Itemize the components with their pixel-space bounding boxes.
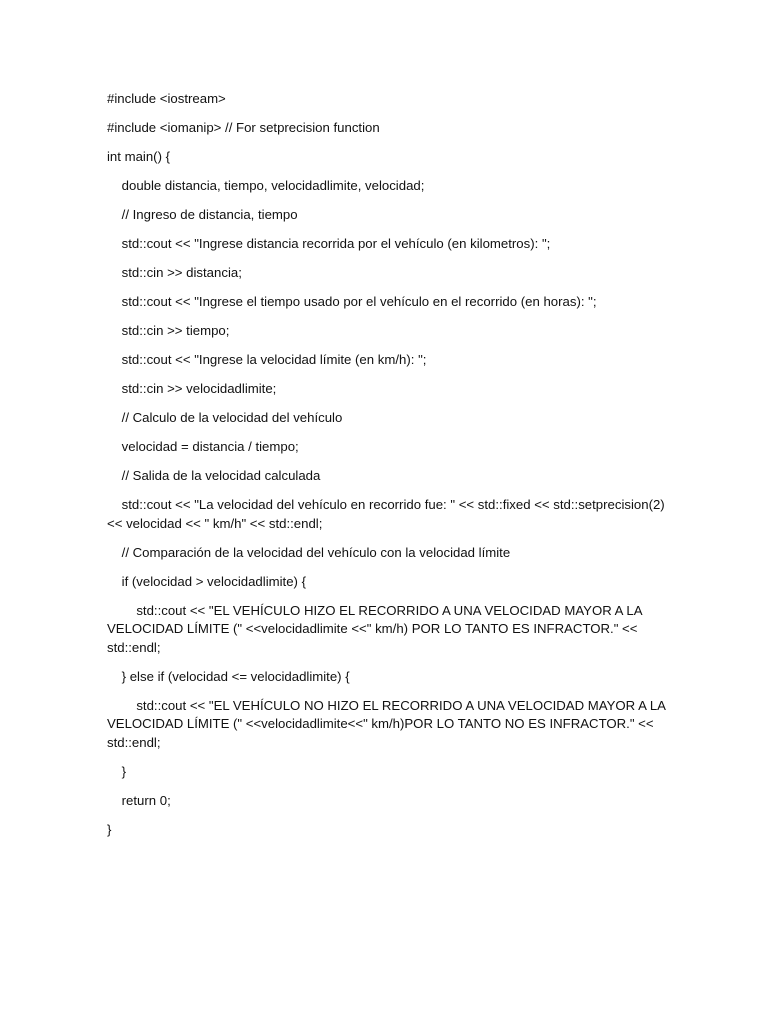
code-line-output-infractor: std::cout << "EL VEHÍCULO HIZO EL RECORRIDO A UNA VELOCIDAD MAYOR A LA VELOCIDAD LÍMITE (" <<velocidadlimite <<" km/h) POR LO TANTO ES INFRACTOR." << std::endl;	[107, 602, 646, 655]
code-line-close-if: }	[107, 763, 127, 779]
code-line-comment-calculo: // Calculo de la velocidad del vehículo	[107, 410, 343, 425]
code-line-output-velocidad: std::cout << "La velocidad del vehículo en recorrido fue: " << std::fixed << std::setprecision(2) << velocidad << " km/h" << std::endl;	[107, 497, 669, 531]
code-line-comment-ingreso: // Ingreso de distancia, tiempo	[107, 207, 298, 222]
code-line-read-limite: std::cin >> velocidadlimite;	[107, 381, 277, 396]
code-line-prompt-distancia: std::cout << "Ingrese distancia recorrida por el vehículo (en kilometros): ";	[107, 236, 551, 251]
code-line-declarations: double distancia, tiempo, velocidadlimite, velocidad;	[107, 178, 425, 193]
code-line-read-tiempo: std::cin >> tiempo;	[107, 323, 230, 338]
code-line-compute-velocidad: velocidad = distancia / tiempo;	[107, 439, 299, 454]
code-line-prompt-limite: std::cout << "Ingrese la velocidad límite (en km/h): ";	[107, 352, 427, 367]
code-line-close-main: }	[107, 821, 112, 837]
code-line-include-iomanip: #include <iomanip> // For setprecision function	[107, 120, 380, 135]
code-line-if: if (velocidad > velocidadlimite) {	[107, 573, 307, 589]
code-line-prompt-tiempo: std::cout << "Ingrese el tiempo usado por el vehículo en el recorrido (en horas): ";	[107, 294, 597, 309]
code-line-comment-comparacion: // Comparación de la velocidad del vehículo con la velocidad límite	[107, 544, 511, 560]
code-line-else-if: } else if (velocidad <= velocidadlimite) {	[107, 668, 350, 684]
code-line-read-distancia: std::cin >> distancia;	[107, 265, 242, 280]
code-line-output-no-infractor: std::cout << "EL VEHÍCULO NO HIZO EL RECORRIDO A UNA VELOCIDAD MAYOR A LA VELOCIDAD LÍMITE (" <<velocidadlimite<<" km/h)POR LO TANTO NO ES INFRACTOR." << std::endl;	[107, 697, 669, 750]
code-listing	[107, 90, 667, 850]
code-line-comment-salida: // Salida de la velocidad calculada	[107, 468, 321, 483]
code-line-include-iostream: #include <iostream>	[107, 91, 226, 106]
code-line-return: return 0;	[107, 792, 171, 808]
code-line-main-signature: int main() {	[107, 149, 171, 164]
